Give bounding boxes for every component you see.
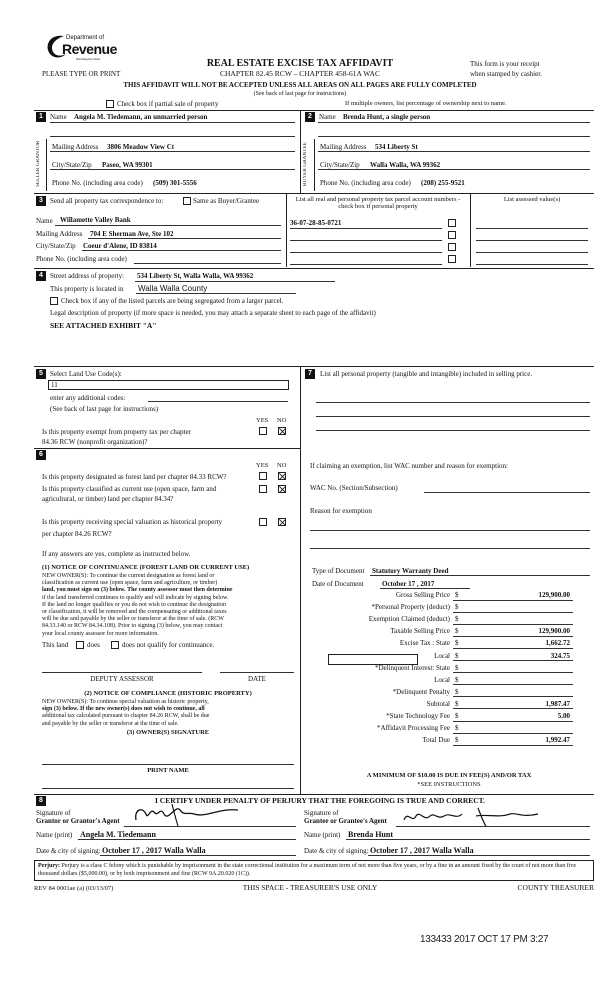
doc-date-field[interactable]: October 17 , 2017 — [382, 580, 435, 588]
tax-row-label: Subtotal — [426, 699, 450, 708]
buyer-city-field[interactable]: Walla Walla, WA 99362 — [370, 161, 441, 169]
section-6-badge: 6 — [36, 450, 46, 460]
personal-property-label: List all personal property (tangible and intangible) included in selling price. — [320, 370, 533, 378]
parcel-header: List all real and personal property tax parcel account numbers - check box if personal property — [295, 196, 461, 211]
s5-no-header: NO — [277, 417, 287, 424]
perjury-box — [34, 860, 594, 881]
seller-name-label: Name — [50, 113, 67, 121]
seller-name-field[interactable]: Angela M. Tiedemann, an unmarried person — [74, 113, 208, 121]
grantor-date-label: Date & city of signing: — [36, 847, 101, 855]
send-correspondence-label: Send all property tax correspondence to: — [50, 197, 164, 205]
tax-row-label: *Affidavit Processing Fee — [377, 724, 450, 733]
tax-row-value[interactable]: 129,900.00 — [538, 591, 570, 599]
seller-city-field[interactable]: Paseo, WA 99301 — [102, 161, 153, 169]
buyer-name-field[interactable]: Brenda Hunt, a single person — [343, 113, 431, 121]
notice-continuance-text — [42, 573, 294, 638]
section-5-badge: 5 — [36, 369, 46, 379]
seller-mail-field[interactable]: 3806 Meadow View Ct — [107, 143, 175, 151]
print-name-label: PRINT NAME — [147, 767, 189, 774]
tax-row-value[interactable]: 1,662.72 — [545, 639, 570, 648]
section-7-badge: 7 — [305, 369, 315, 379]
this-land-label: This land — [42, 641, 69, 649]
perjury-title: Perjury: — [38, 863, 60, 869]
treasurer-space-label: THIS SPACE - TREASURER'S USE ONLY — [242, 883, 378, 892]
current-use-question-1: Is this property classified as current use (open space, farm and — [42, 485, 217, 493]
see-instructions-note: *SEE INSTRUCTIONS — [417, 781, 481, 788]
land-use-label: Select Land Use Code(s): — [50, 370, 122, 378]
exempt-yes-checkbox[interactable] — [259, 427, 267, 435]
grantee-name-label: Name (print) — [304, 831, 341, 839]
tax-row-value[interactable]: 1,987.47 — [545, 699, 570, 708]
land-use-field[interactable] — [48, 380, 289, 390]
form-chapter: CHAPTER 82.45 RCW – CHAPTER 458-61A WAC — [220, 69, 380, 78]
tax-row-currency: $ — [455, 699, 459, 708]
current-use-question-2: agricultural, or timber) land per chapter 84.34? — [42, 495, 174, 503]
buyer-phone-label: Phone No. (including area code) — [320, 179, 411, 187]
correspondence-mail-field[interactable]: 704 E Sherman Ave, Ste 102 — [90, 230, 174, 238]
notice1-line: If the land no longer qualifies or you do not wish to continue the designation — [42, 601, 226, 608]
tax-row-currency: $ — [455, 712, 459, 720]
land-use-see-back: (See back of last page for instructions) — [50, 405, 159, 413]
grantee-name-field[interactable]: Brenda Hunt — [348, 830, 393, 839]
land-does-not-label: does not qualify for continuance. — [122, 641, 215, 649]
section-2-badge: 2 — [305, 112, 315, 122]
tax-row-label: Gross Selling Price — [395, 591, 450, 599]
receipt-note-1: This form is your receipt — [470, 60, 540, 68]
legal-description-field[interactable]: SEE ATTACHED EXHIBIT "A" — [50, 321, 157, 330]
same-as-buyer-label: Same as Buyer/Grantee — [193, 197, 260, 205]
tax-row-currency: $ — [455, 603, 459, 612]
grantor-sig-label-2: Grantor or Grantor's Agent — [36, 817, 120, 825]
logo — [44, 32, 134, 66]
grantee-date-label: Date & city of signing: — [304, 847, 369, 855]
correspondence-mail-label: Mailing Address — [36, 230, 83, 238]
tax-row-currency: $ — [455, 627, 459, 636]
tax-row-label: Taxable Selling Price — [390, 627, 450, 636]
tax-row-label: *State Technology Fee — [386, 712, 450, 720]
additional-codes-label: enter any additional codes: — [50, 394, 126, 402]
notice1-line: will be due and payable by the seller or transferor at the time of sale. (RCW — [42, 616, 224, 623]
notice1-line: 84.33.140 or RCW 84.34.108). Prior to signing (3) below, you may contact — [42, 623, 223, 630]
tax-row-label: *Personal Property (deduct) — [371, 603, 450, 612]
form-warning: THIS AFFIDAVIT WILL NOT BE ACCEPTED UNLESS ALL AREAS ON ALL PAGES ARE FULLY COMPLETED — [123, 81, 477, 89]
minimum-fee-note: A MINIMUM OF $10.00 IS DUE IN FEE(S) AND/OR TAX — [366, 772, 532, 779]
tax-row-label: Excise Tax : State — [399, 639, 450, 648]
tax-row-currency: $ — [455, 663, 459, 672]
segregated-label: Check box if any of the listed parcels are being segregated from a larger parcel. — [61, 297, 284, 305]
exempt-question-1: Is this property exempt from property tax per chapter — [42, 428, 191, 436]
notice2-line: NEW OWNER(S): To continue special valuation as historic property, — [42, 699, 209, 705]
buyer-name-label: Name — [319, 113, 336, 121]
notice1-line: your local county assessor for more information. — [42, 630, 159, 637]
historical-question-1: Is this property receiving special valuation as historical property — [42, 518, 223, 526]
land-does-label: does — [87, 641, 100, 649]
certify-statement: I CERTIFY UNDER PENALTY OF PERJURY THAT THE FOREGOING IS TRUE AND CORRECT. — [154, 796, 485, 805]
seller-phone-label: Phone No. (including area code) — [52, 179, 143, 187]
correspondence-name-field[interactable]: Willamette Valley Bank — [60, 216, 131, 224]
section-1-badge: 1 — [36, 112, 46, 122]
county-treasurer-label: COUNTY TREASURER — [517, 883, 594, 892]
exemption-label: If claiming an exemption, list WAC number and reason for exemption: — [310, 462, 508, 470]
perjury-text — [38, 863, 590, 878]
tax-row-value[interactable]: 1,992.47 — [545, 736, 570, 745]
grantor-signature-icon[interactable] — [128, 800, 248, 828]
correspondence-name-label: Name — [36, 217, 53, 225]
s6-no-header: NO — [277, 462, 287, 469]
logo-tagline: Washington State — [76, 57, 101, 61]
land-does-checkbox[interactable] — [76, 641, 84, 649]
tax-row-label: *Delinquent Penalty — [392, 687, 450, 696]
assessed-header: List assessed value(s) — [503, 196, 561, 203]
multiple-owners-note: If multiple owners, list percentage of ownership next to name. — [345, 100, 507, 107]
notice-compliance-text — [42, 699, 294, 728]
buyer-city-label: City/State/Zip — [320, 161, 360, 169]
correspondence-city-label: City/State/Zip — [36, 242, 76, 250]
current-use-yes-checkbox[interactable] — [259, 485, 267, 493]
land-does-not-checkbox[interactable] — [111, 641, 119, 649]
tax-row-label: Exemption Claimed (deduct) — [368, 615, 450, 624]
logo-main-text: Revenue — [62, 41, 117, 57]
seller-mail-label: Mailing Address — [52, 143, 99, 151]
tax-row-value[interactable]: 129,900.00 — [538, 627, 570, 636]
tax-row-value[interactable]: 324.75 — [550, 651, 570, 660]
tax-row-currency: $ — [455, 591, 459, 599]
doc-type-field[interactable]: Statutory Warranty Deed — [372, 567, 449, 575]
logo-small-text: Department of — [66, 35, 105, 41]
owner-signature-label: (3) OWNER(S) SIGNATURE — [126, 729, 210, 736]
current-use-no-checkbox[interactable] — [278, 485, 286, 493]
grantee-sig-label-2: Grantee or Grantee's Agent — [304, 817, 387, 825]
wac-label: WAC No. (Section/Subsection) — [310, 484, 398, 492]
if-yes-note: If any answers are yes, complete as instructed below. — [42, 550, 191, 558]
cashier-stamp: 133433 2017 OCT 17 PM 3:27 — [420, 934, 549, 945]
exempt-no-checkbox[interactable] — [278, 427, 286, 435]
reason-label: Reason for exemption — [310, 507, 372, 515]
historical-no-checkbox[interactable] — [278, 518, 286, 526]
tax-row-label: *Delinquent Interest: State — [374, 663, 450, 672]
correspondence-phone-label: Phone No. (including area code) — [36, 255, 127, 263]
section-3-badge: 3 — [36, 196, 46, 206]
partial-sale-label: Check box if partial sale of property — [117, 100, 219, 108]
notice-continuance-title: (1) NOTICE OF CONTINUANCE (FOREST LAND OR CURRENT USE) — [42, 564, 250, 571]
grantee-date-field[interactable]: October 17 , 2017 Walla Walla — [370, 846, 474, 855]
form-number: REV 84 0001ae (a) (03/13/07) — [34, 885, 114, 892]
tax-row-currency: $ — [455, 724, 459, 733]
grantor-sig-label-1: Signature of — [36, 809, 71, 817]
located-in-field[interactable]: Walla Walla County — [138, 284, 208, 293]
tax-row-currency: $ — [455, 687, 459, 696]
grantor-name-label: Name (print) — [36, 831, 73, 839]
assessor-date-label: DATE — [248, 675, 266, 683]
tax-row-value[interactable]: 5.00 — [557, 712, 570, 720]
correspondence-city-field[interactable]: Coeur d'Alene, ID 83814 — [83, 242, 157, 250]
grantor-date-field[interactable]: October 17 , 2017 Walla Walla — [102, 846, 206, 855]
form-title: REAL ESTATE EXCISE TAX AFFIDAVIT — [206, 58, 394, 69]
notice2-line: additional tax calculated pursuant to chapter 84.26 RCW, shall be due — [42, 713, 210, 720]
located-in-label: This property is located in — [50, 285, 124, 293]
grantee-sig-label-1: Signature of — [304, 809, 339, 817]
land-use-value: 11 — [51, 381, 58, 389]
street-address-label: Street address of property: — [50, 272, 125, 280]
parcel-personal-checkbox-3[interactable] — [448, 243, 456, 251]
tax-row-currency: $ — [455, 615, 459, 624]
tax-row-currency: $ — [455, 736, 459, 745]
exempt-question-2: 84.36 RCW (nonprofit organization)? — [42, 438, 148, 446]
seller-side-label: SELLER GRANTOR — [36, 140, 41, 188]
same-as-buyer-checkbox[interactable] — [183, 197, 191, 205]
notice2-line: sign (3) below. If the new owner(s) does not wish to continue, all — [42, 706, 205, 713]
tax-row-currency: $ — [455, 651, 459, 660]
grantee-signature-icon[interactable] — [398, 804, 548, 828]
grantor-name-field[interactable]: Angela M. Tiedemann — [80, 830, 156, 839]
s6-yes-header: YES — [256, 462, 269, 469]
notice2-line: and payable by the seller or transferor at the time of sale. — [42, 720, 179, 727]
s5-yes-header: YES — [256, 417, 269, 424]
buyer-mail-field[interactable]: 534 Liberty St — [375, 143, 418, 151]
tax-row-label: Total Due — [422, 736, 450, 745]
section-4-badge: 4 — [36, 271, 46, 281]
historical-question-2: per chapter 84.26 RCW? — [42, 530, 112, 538]
receipt-note-2: when stamped by cashier. — [470, 70, 542, 78]
historical-yes-checkbox[interactable] — [259, 518, 267, 526]
partial-sale-checkbox[interactable] — [106, 100, 114, 108]
street-address-field[interactable]: 534 Liberty St, Walla Walla, WA 99362 — [137, 272, 254, 280]
doc-type-label: Type of Document — [312, 567, 365, 575]
forest-no-checkbox[interactable] — [278, 472, 286, 480]
legal-description-label: Legal description of property (if more space is needed, you may attach a separate sheet to each page of the affidavit) — [50, 309, 376, 317]
notice1-line: or classification, it will be removed and the compensating or additional taxes — [42, 609, 227, 616]
parcel-personal-checkbox-2[interactable] — [448, 231, 456, 239]
tax-row-currency: $ — [455, 639, 459, 648]
buyer-side-label: BUYER GRANTEE — [303, 141, 308, 187]
section-8-badge: 8 — [36, 796, 46, 806]
deputy-assessor-label: DEPUTY ASSESSOR — [90, 675, 154, 683]
seller-phone-field[interactable]: (509) 301-5556 — [153, 179, 197, 187]
forest-yes-checkbox[interactable] — [259, 472, 267, 480]
tax-row-label: Local — [434, 675, 450, 684]
doc-date-label: Date of Document — [312, 580, 364, 588]
parcel-personal-checkbox-4[interactable] — [448, 255, 456, 263]
notice1-line: NEW OWNER(S): To continue the current designation as forest land or — [42, 573, 215, 579]
segregated-checkbox[interactable] — [50, 297, 58, 305]
notice1-line: land, you must sign on (3) below. The county assessor must then determine — [42, 587, 233, 594]
seller-city-label: City/State/Zip — [52, 161, 92, 169]
parcel-personal-checkbox-1[interactable] — [448, 219, 456, 227]
notice-compliance-title: (2) NOTICE OF COMPLIANCE (HISTORIC PROPERTY) — [84, 690, 252, 697]
notice1-line: classification as current use (open space, farm and agriculture, or timber) — [42, 580, 218, 587]
notice1-line: if the land transferred continues to qualify and will indicate by signing below. — [42, 594, 229, 601]
perjury-body: Perjury is a class C felony which is punishable by imprisonment in the state correctional institution for a maximum term of not more than five years, or by a fine in an amount fixed by the court of not more than five thousand dollars ($5,000.00), or by both imprisonment and fine (RCW 9A.20.020 (1C)). — [38, 863, 577, 877]
see-back-note: (See back of last page for instructions) — [253, 91, 347, 97]
buyer-phone-field[interactable]: (208) 255-9521 — [421, 179, 465, 187]
please-type: PLEASE TYPE OR PRINT — [42, 70, 121, 78]
tax-row-currency: $ — [455, 675, 459, 684]
buyer-mail-label: Mailing Address — [320, 143, 367, 151]
parcel-number-field[interactable]: 36-07-28-85-0721 — [290, 219, 342, 227]
tax-row-label: Local — [434, 651, 450, 660]
forest-land-question: Is this property designated as forest land per chapter 84.33 RCW? — [42, 473, 227, 481]
